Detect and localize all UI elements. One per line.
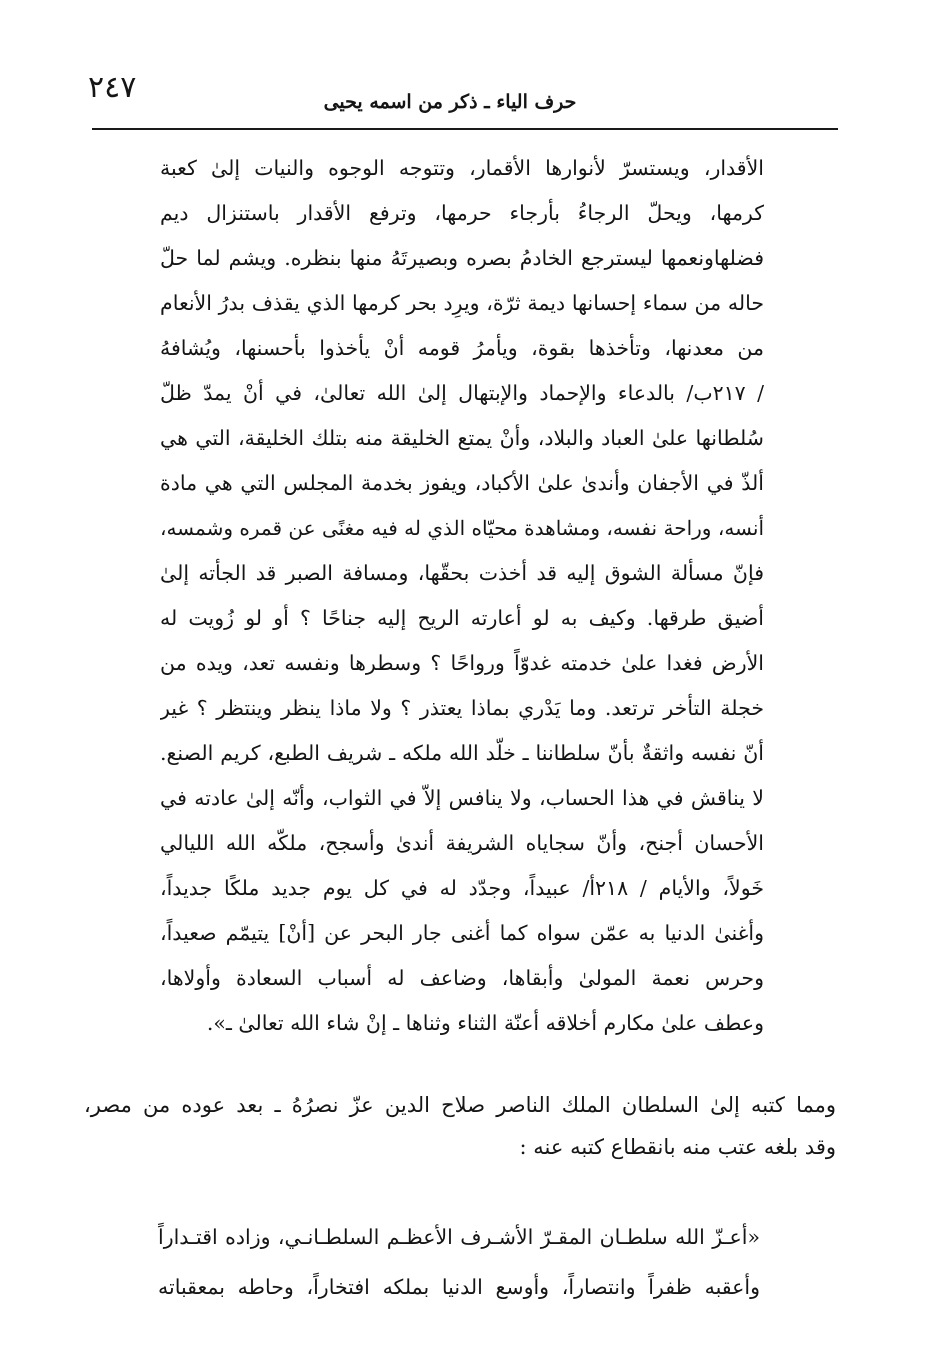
main-text-line: وحرس نعمة المولىٰ وأبقاها، وضاعف له أسباب السعادة وأولاها، — [160, 966, 764, 990]
main-text-line: ألذّ في الأجفان وأندىٰ علىٰ الأكباد، ويفوز بخدمة المجلس التي هي مادة — [160, 471, 764, 495]
main-text-line: من معدنها، وتأخذها بقوة، ويأمرُ قومه أنْ يأخذوا بأحسنها، ويُشافهُ — [160, 336, 764, 360]
main-text-line: أضيق طرقها. وكيف به لو أعارته الريح إليه جناحًا ؟ أو لو زُويت له — [160, 606, 764, 630]
main-text-block — [160, 146, 764, 1046]
letter-text-line: وأعقبه ظفراً وانتصاراً، وأوسع الدنيا بملكه افتخاراً، وحاطه بمعقباته — [158, 1275, 760, 1299]
main-text-line: وعطف علىٰ مكارم أخلاقه أعنّة الثناء وثناها ـ إنْ شاء الله تعالىٰ ـ». — [206, 1011, 764, 1035]
main-text-line: فضلهاونعمها ليسترجع الخادمُ بصره وبصيرتَهُ منها بنظره. ويشم لما حلّ — [160, 246, 764, 270]
main-text-line: خجلة التأخر ترتعد. وما يَدْري بماذا يعتذر ؟ ولا ماذا ينظر وينتظر ؟ غير — [160, 696, 764, 720]
main-text-line: أنسه، وراحة نفسه، ومشاهدة محيّاه الذي له فيه مغنًى عن قمره وشمسه، — [160, 516, 764, 540]
main-text-line: الأقدار، ويستسرّ لأنوارها الأقمار، وتتوجه الوجوه والنيات إلىٰ كعبة — [160, 156, 764, 180]
main-text-line: الأرض فغدا علىٰ خدمته غدوّاً ورواحًا ؟ وسطرها ونفسه تعد، ويده من — [160, 651, 764, 675]
intro-text-line: وقد بلغه عتب منه بانقطاع كتبه عنه : — [519, 1135, 836, 1159]
main-text-line: كرمها، ويحلّ الرجاءُ بأرجاء حرمها، وترفع الأقدار باستنزال ديم — [160, 201, 764, 225]
running-head: حرف الياء ـ ذكر من اسمه يحيى — [323, 91, 577, 113]
intro-text-block — [84, 1084, 836, 1168]
main-text-line: حاله من سماء إحسانها ديمة ثرّة، ويرِد بحر كرمها الذي يقذف بدرُ الأنعام — [160, 291, 764, 315]
main-text-line: أنّ نفسه واثقةٌ بأنّ سلطاننا ـ خلّد الله ملكه ـ شريف الطبع، كريم الصنع. — [160, 741, 764, 765]
main-text-line: / ٢١٧ب/ بالدعاء والإحماد والإبتهال إلىٰ الله تعالىٰ، في أنْ يمدّ ظلّ — [160, 381, 764, 405]
main-text-line: سُلطانها علىٰ العباد والبلاد، وأنْ يمتع الخليقة منه بتلك الخليقة، التي هي — [160, 426, 764, 450]
letter-text-block — [158, 1212, 760, 1312]
page-number: ٢٤٧ — [88, 70, 137, 105]
main-text-line: الأحسان أجنح، وأنّ سجاياه الشريفة أندىٰ وأسجح، ملكّه الله الليالي — [160, 831, 764, 855]
main-text-line: لا يناقش في هذا الحساب، ولا ينافس إلاّ في الثواب، وأنّه إلىٰ عادته في — [160, 786, 764, 810]
letter-text-line: «أعـزّ الله سلطـان المقـرّ الأشـرف الأعظـم السلطـانـي، وزاده اقتـداراً — [158, 1225, 760, 1249]
main-text-line: خَولاً، والأيام / ٢١٨أ/ عبيداً، وجدّد له في كل يوم جديد ملكًا جديداً، — [160, 876, 764, 900]
main-text-line: فإنّ مسألة الشوق إليه قد أخذت بحقّها، ومسافة الصبر قد الجأته إلىٰ — [160, 561, 764, 585]
header-rule — [92, 128, 838, 130]
intro-text-line: ومما كتبه إلىٰ السلطان الملك الناصر صلاح الدين عزّ نصرُهُ ـ بعد عوده من مصر، — [84, 1093, 836, 1117]
main-text-line: وأغنىٰ الدنيا به عمّن سواه كما أغنى جار البحر عن [أنْ] يتيمّم صعيداً، — [160, 921, 764, 945]
